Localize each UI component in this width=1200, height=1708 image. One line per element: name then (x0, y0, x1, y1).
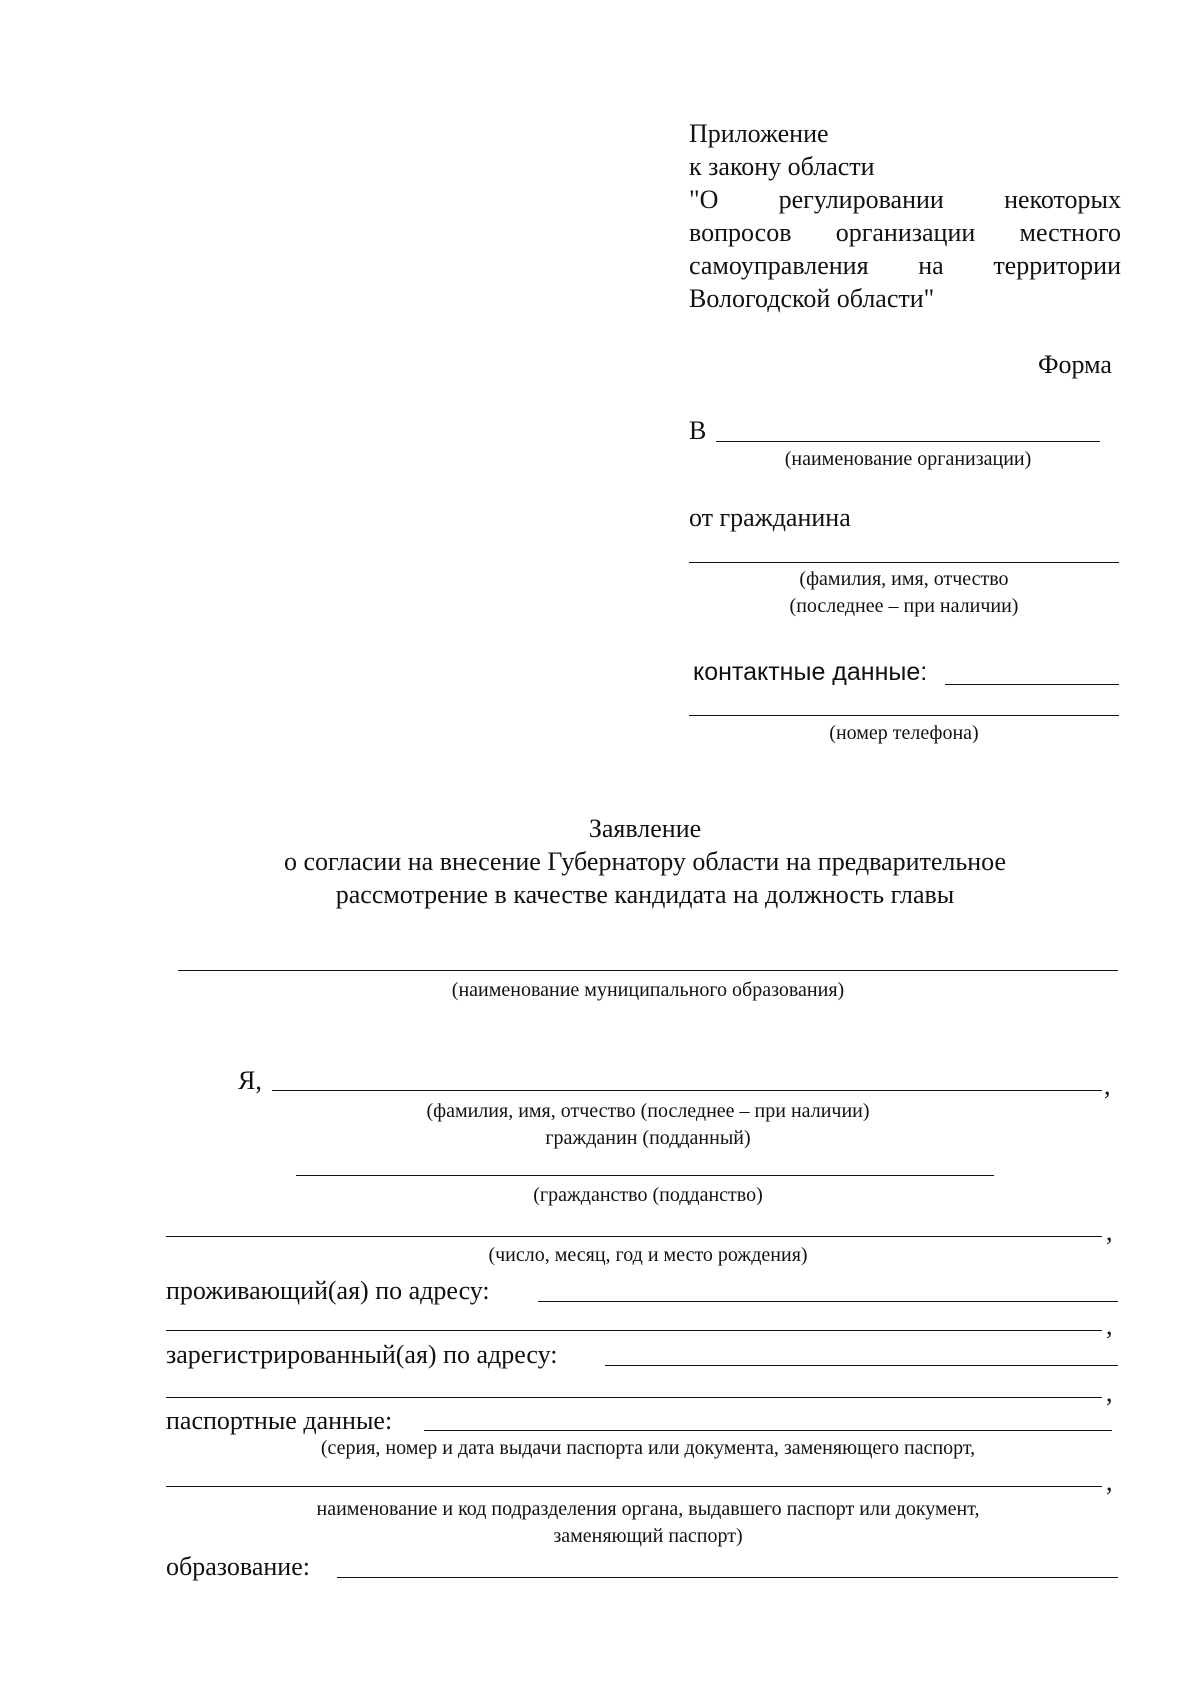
law-word: организации (835, 218, 976, 247)
citizen-caption: гражданин (подданный) (545, 1127, 751, 1149)
residing-field[interactable] (538, 1301, 1118, 1302)
phone-field[interactable] (689, 715, 1119, 716)
comma: , (1106, 1467, 1113, 1496)
comma: , (1106, 1378, 1113, 1407)
residing-field-2[interactable] (166, 1330, 1102, 1331)
from-citizen-label: от гражданина (689, 503, 851, 532)
law-word: "О (689, 185, 719, 214)
phone-caption: (номер телефона) (829, 722, 979, 744)
registered-field[interactable] (605, 1365, 1118, 1366)
passport-field[interactable] (424, 1430, 1112, 1431)
education-field[interactable] (337, 1577, 1118, 1578)
passport-caption-3: заменяющий паспорт) (553, 1525, 743, 1547)
law-word: вопросов (689, 218, 792, 247)
comma: , (1106, 1311, 1113, 1340)
comma: , (1104, 1071, 1111, 1100)
law-word: регулировании (778, 185, 944, 214)
appendix-law-name-row3 (689, 250, 1121, 282)
citizen-name-caption-2: (последнее – при наличии) (789, 595, 1019, 617)
i-label: Я, (238, 1066, 262, 1095)
passport-caption-2: наименование и код подразделения органа, выдавшего паспорт или документ, (316, 1498, 980, 1520)
appendix-title: Приложение (689, 119, 829, 148)
organization-name-field[interactable] (716, 441, 1100, 442)
form-label: Форма (1038, 350, 1112, 379)
citizen-name-field[interactable] (689, 562, 1119, 563)
passport-caption-1: (серия, номер и дата выдачи паспорта или документа, заменяющего паспорт, (320, 1437, 976, 1459)
municipality-field[interactable] (178, 970, 1118, 971)
law-word: местного (1019, 218, 1121, 247)
citizen-name-caption-1: (фамилия, имя, отчество (799, 568, 1009, 590)
organization-caption: (наименование организации) (784, 448, 1032, 470)
contacts-label: контактные данные: (693, 658, 928, 686)
law-word: территории (993, 251, 1121, 280)
appendix-law-name-row4: Вологодской области" (689, 284, 935, 313)
appendix-law-name-row2 (689, 217, 1121, 249)
document-title-line2: о согласии на внесение Губернатору области на предварительное (283, 847, 1007, 876)
contacts-field[interactable] (945, 684, 1119, 685)
to-prefix: В (689, 416, 707, 445)
appendix-law-name-row1 (689, 184, 1121, 216)
document-title-line3: рассмотрение в качестве кандидата на должность главы (335, 880, 955, 909)
residing-label: проживающий(ая) по адресу: (166, 1276, 490, 1305)
fio-caption: (фамилия, имя, отчество (последнее – при наличии) (426, 1100, 870, 1122)
citizenship-field[interactable] (296, 1175, 994, 1176)
law-word: некоторых (1004, 185, 1121, 214)
appendix-law-ref: к закону области (689, 152, 875, 181)
fio-field[interactable] (272, 1090, 1102, 1091)
birth-caption: (число, месяц, год и место рождения) (488, 1244, 808, 1266)
birth-field[interactable] (166, 1236, 1102, 1237)
education-label: образование: (166, 1552, 310, 1581)
comma: , (1106, 1217, 1113, 1246)
law-word: на (918, 251, 944, 280)
citizenship-caption: (гражданство (подданство) (533, 1184, 763, 1206)
registered-field-2[interactable] (166, 1397, 1102, 1398)
registered-label: зарегистрированный(ая) по адресу: (166, 1340, 558, 1369)
passport-field-2[interactable] (166, 1486, 1102, 1487)
passport-label: паспортные данные: (166, 1406, 393, 1435)
municipality-caption: (наименование муниципального образования) (451, 979, 845, 1001)
law-word: самоуправления (689, 251, 869, 280)
document-title: Заявление (588, 814, 702, 843)
